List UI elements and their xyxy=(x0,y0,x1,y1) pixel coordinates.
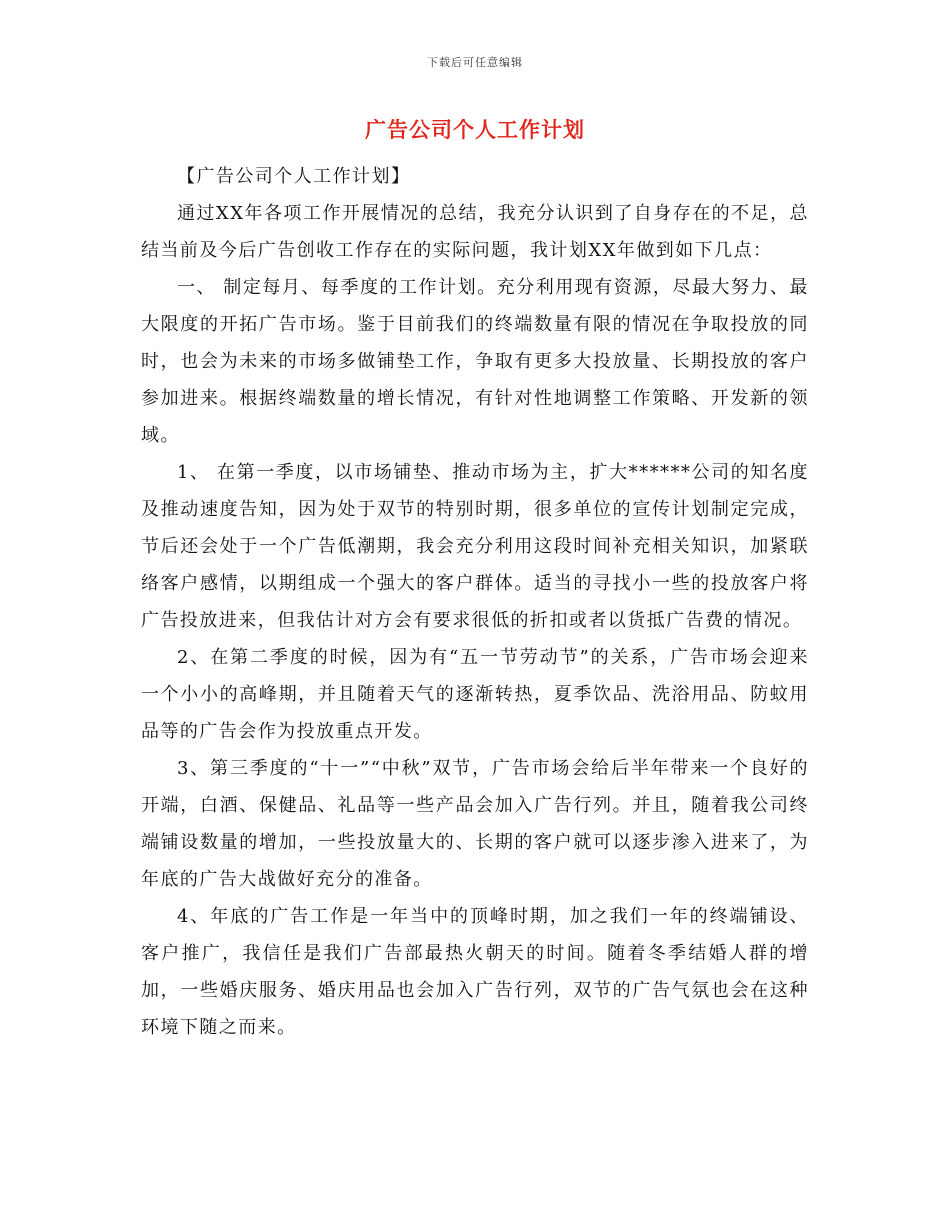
document-body xyxy=(141,158,809,1046)
paragraph-q4: 4、年底的广告工作是一年当中的顶峰时期，加之我们一年的终端铺设、客户推广，我信任是我们广告部最热火朝天的时间。随着冬季结婚人群的增加，一些婚庆服务、婚庆用品也会加入广告行列，双节的广告气氛也会在这种环境下随之而来。 xyxy=(141,906,809,1038)
paragraph-q1: 1、 在第一季度，以市场铺垫、推动市场为主，扩大******公司的知名度及推动速度告知，因为处于双节的特别时期，很多单位的宣传计划制定完成，节后还会处于一个广告低潮期，我会充分利用这段时间补充相关知识，加紧联络客户感情，以期组成一个强大的客户群体。适当的寻找小一些的投放客户将广告投放进来，但我估计对方会有要求很低的折扣或者以货抵广告费的情况。 xyxy=(141,462,809,631)
paragraph-q2: 2、在第二季度的时候，因为有“五一节劳动节”的关系，广告市场会迎来一个小小的高峰期，并且随着天气的逐渐转热，夏季饮品、洗浴用品、防蚊用品等的广告会作为投放重点开发。 xyxy=(141,647,809,742)
paragraph-plan-overview: 一、 制定每月、每季度的工作计划。充分利用现有资源，尽最大努力、最大限度的开拓广告市场。鉴于目前我们的终端数量有限的情况在争取投放的同时，也会为未来的市场多做铺垫工作，争取有更多大投放量、长期投放的客户参加进来。根据终端数量的增长情况，有针对性地调整工作策略、开发新的领域。 xyxy=(141,277,809,446)
document-title: 广告公司个人工作计划 xyxy=(365,117,585,142)
paragraph-intro: 通过XX年各项工作开展情况的总结，我充分认识到了自身存在的不足，总结当前及今后广告创收工作存在的实际问题，我计划XX年做到如下几点： xyxy=(141,203,809,261)
paragraph-q3: 3、第三季度的“十一”“中秋”双节，广告市场会给后半年带来一个良好的开端，白酒、保健品、礼品等一些产品会加入广告行列。并且，随着我公司终端铺设数量的增加，一些投放量大的、长期的客户就可以逐步渗入进来了，为年底的广告大战做好充分的准备。 xyxy=(141,758,809,890)
paragraph-bracket-title: 【广告公司个人工作计划】 xyxy=(177,166,411,187)
page-header-note: 下载后可任意编辑 xyxy=(427,56,523,69)
